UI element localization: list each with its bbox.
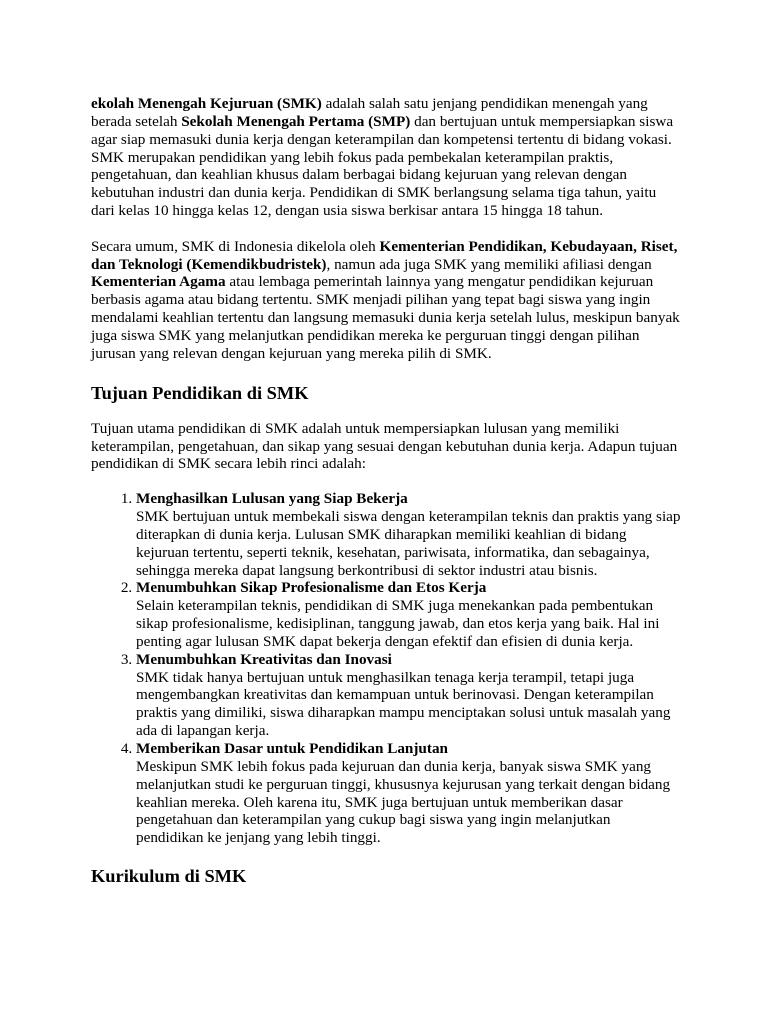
list-item-title: 1. Menghasilkan Lulusan yang Siap Bekerja xyxy=(136,490,408,508)
intro-p2-text-1: Secara umum, SMK di Indonesia dikelola oleh xyxy=(91,237,380,255)
list-item xyxy=(136,651,681,740)
intro-paragraph-2 xyxy=(91,238,681,363)
tujuan-intro-paragraph: Tujuan utama pendidikan di SMK adalah untuk mempersiapkan lulusan yang memiliki keterampilan, pengetahuan, dan sikap yang sesuai dengan kebutuhan dunia kerja. Adapun tujuan pendidikan di SMK secara lebih rinci adalah: xyxy=(91,419,678,473)
intro-p2-text-3: atau lembaga pemerintah lainnya yang mengatur pendidikan kejuruan berbasis agama atau bidang tertentu. SMK menjadi pilihan yang tepat bagi siswa yang ingin mendalami keahlian tertentu dan langsung memasuki dunia kerja setelah lulus, meskipun banyak juga siswa SMK yang melanjutkan pendidikan mereka ke perguruan tinggi dengan pilihan jurusan yang relevan dengan kejuruan yang mereka pilih di SMK. xyxy=(91,273,680,362)
intro-p1-text-1: adalah salah satu jenjang pendidikan menengah yang berada setelah xyxy=(91,95,648,130)
intro-p2-text-2: , namun ada juga SMK yang memiliki afiliasi dengan xyxy=(326,255,652,273)
list-item xyxy=(136,490,681,579)
list-item xyxy=(136,740,681,847)
intro-p1-text-2: dan bertujuan untuk mempersiapkan siswa agar siap memasuki dunia kerja dengan keterampilan dan kompetensi tertentu di bidang vokasi. SMK merupakan pendidikan yang lebih fokus pada pembekalan keterampilan praktis, pengetahuan, dan keahlian khusus dalam berbagai bidang kejuruan yang relevan dengan kebutuhan industri dan dunia kerja. Pendidikan di SMK berlangsung selama tiga tahun, yaitu dari kelas 10 hingga kelas 12, dengan usia siswa berkisar antara 15 hingga 18 tahun. xyxy=(91,112,674,220)
bold-term-kemenag: Kementerian Agama xyxy=(91,273,226,291)
heading-tujuan: Tujuan Pendidikan di SMK xyxy=(91,382,309,403)
list-item-body: SMK bertujuan untuk membekali siswa dengan keterampilan teknis dan praktis yang siap diterapkan di dunia kerja. Lulusan SMK diharapkan memiliki keahlian di bidang kejuruan tertentu, seperti teknik, kesehatan, pariwisata, informatika, dan sebagainya, sehingga mereka dapat langsung berkontribusi di sektor industri atau bisnis. xyxy=(136,508,681,579)
list-item xyxy=(136,579,681,650)
list-item-title: 3. Menumbuhkan Kreativitas dan Inovasi xyxy=(136,650,392,668)
list-item-body: Selain keterampilan teknis, pendidikan di SMK juga menekankan pada pembentukan sikap profesionalisme, kedisiplinan, tanggung jawab, dan etos kerja yang baik. Hal ini penting agar lulusan SMK dapat bekerja dengan efektif dan efisien di dunia kerja. xyxy=(136,597,660,650)
list-item-body: SMK tidak hanya bertujuan untuk menghasilkan tenaga kerja terampil, tetapi juga mengembangkan kreativitas dan kemampuan untuk berinovasi. Dengan keterampilan praktis yang dimiliki, siswa diharapkan mampu menciptakan solusi untuk masalah yang ada di lapangan kerja. xyxy=(136,668,671,740)
heading-kurikulum: Kurikulum di SMK xyxy=(91,866,247,887)
bold-term-kemendikbudristek: Kementerian Pendidikan, Kebudayaan, Riset, dan Teknologi (Kemendikbudristek) xyxy=(91,237,678,273)
list-item-title: 4. Memberikan Dasar untuk Pendidikan Lanjutan xyxy=(136,740,448,757)
bold-term-smk: ekolah Menengah Kejuruan (SMK) xyxy=(91,95,322,112)
list-item-body: Meskipun SMK lebih fokus pada kejuruan dan dunia kerja, banyak siswa SMK yang melanjutkan studi ke perguruan tinggi, khususnya kejurusan yang terkait dengan bidang keahlian mereka. Oleh karena itu, SMK juga bertujuan untuk memberikan dasar pengetahuan dan keterampilan yang cukup bagi siswa yang ingin melanjutkan pendidikan ke jenjang yang lebih tinggi. xyxy=(136,757,671,847)
list-item-title: 2. Menumbuhkan Sikap Profesionalisme dan Etos Kerja xyxy=(136,579,487,597)
bold-term-smp: Sekolah Menengah Pertama (SMP) xyxy=(181,112,411,130)
tujuan-list xyxy=(91,490,681,847)
intro-paragraph-1 xyxy=(91,95,681,220)
